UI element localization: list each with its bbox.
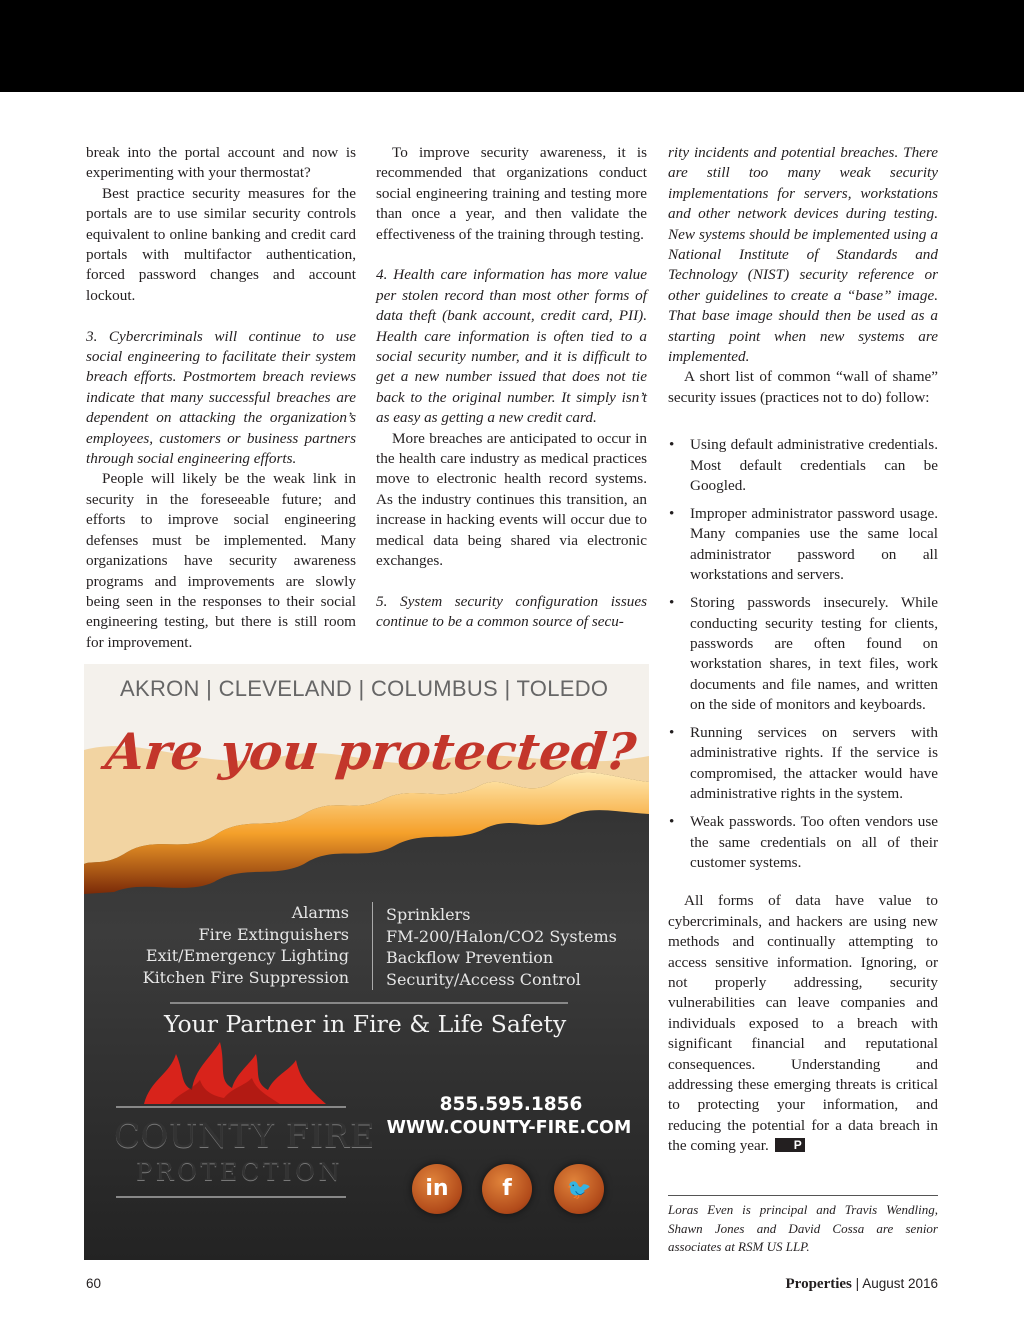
list-item: • Improper administrator password usage. Many companies use the same local administrator password on all workstations and servers. [669, 505, 938, 584]
paragraph: A short list of common “wall of shame” security issues (practices not to do) follow: [668, 368, 938, 406]
section-heading-4: 4. Health care information has more value per stolen record than most other forms of data theft (bank account, credit card, PII). Health care information is often tied to a social security number, and it is difficult to get a new number issued that does not tie back to the original number. It simply isn’t as easy as getting a new credit card. [376, 266, 647, 427]
flame-logo-icon [140, 1040, 330, 1106]
list-item: • Weak passwords. Too often vendors use the same credentials on all of their customer systems. [669, 813, 938, 871]
ad-services-right [386, 904, 617, 990]
ad-tagline: Your Partner in Fire & Life Safety [164, 1010, 567, 1038]
service-item: Exit/Emergency Lighting [145, 946, 349, 965]
ad-website-link[interactable]: WWW.COUNTY-FIRE.COM [386, 1118, 632, 1138]
ad-headline: Are you protected? [102, 722, 639, 781]
issue-date: August 2016 [862, 1276, 938, 1291]
paragraph: People will likely be the weak link in security in the foreseeable future; and efforts to improve social engineering defenses must be implemented. Many organizations have security awareness programs and improvements are slowly being seen in the responses to their social engineering testing, but there is still room for improvement. [86, 470, 356, 651]
paragraph: Best practice security measures for the portals are to use similar security controls equivalent to online banking and credit card portals with multifactor authentication, forced password changes and account lockout. [86, 184, 356, 304]
paragraph: break into the portal account and now is experimenting with your thermostat? [86, 144, 356, 182]
bullet: • [669, 594, 675, 612]
bullet: • [669, 436, 675, 454]
article-column-3 [668, 143, 938, 1157]
list-item: • Storing passwords insecurely. While conducting security testing for clients, passwords are often found on workstation shares, in text files, work documents and file names, and written on the side of monitors and keyboards. [669, 594, 938, 714]
service-item: Kitchen Fire Suppression [142, 967, 349, 987]
paragraph: To improve security awareness, it is recommended that organizations conduct social engineering training and testing more than once a year, and then validate the effectiveness of the training through testing. [376, 144, 647, 243]
service-item: Security/Access Control [386, 969, 581, 989]
service-item: Backflow Prevention [386, 948, 554, 967]
ad-phone-number[interactable]: 855.595.1856 [439, 1094, 583, 1115]
page-number: 60 [86, 1276, 102, 1291]
author-byline: Loras Even is principal and Travis Wendling, Shawn Jones and David Cossa are senior associates at RSM US LLP. [668, 1195, 938, 1257]
magazine-footer [786, 1276, 938, 1293]
ad-services-left [143, 902, 349, 988]
bullet: • [669, 724, 675, 742]
twitter-icon[interactable]: 🐦 [554, 1164, 604, 1214]
footer-separator: | [855, 1276, 860, 1291]
wall-of-shame-list [668, 435, 938, 873]
linkedin-icon[interactable]: in [412, 1164, 462, 1214]
article-column-1 [86, 143, 356, 653]
facebook-icon[interactable]: f [482, 1164, 532, 1214]
paragraph: More breaches are anticipated to occur in the health care industry as medical practices move to electronic health record systems. As the industry continues this transition, an increase in hacking events will occur due to medical data being shared via electronic exchanges. [376, 429, 647, 570]
logo-rule [116, 1196, 346, 1198]
magazine-name: Properties [785, 1276, 852, 1292]
county-fire-advertisement[interactable] [84, 664, 649, 1260]
list-item: • Running services on servers with administrative rights. If the service is compromised, the attacker would have administrative rights in the system. [669, 724, 938, 803]
end-of-article-mark: P [775, 1138, 805, 1152]
bullet: • [669, 505, 675, 522]
article-column-2 [376, 143, 647, 633]
ad-brand-name: COUNTY FIRE [114, 1116, 376, 1156]
service-item: Alarms [291, 903, 349, 922]
service-item: Sprinklers [386, 905, 471, 924]
section-heading-3: 3. Cybercriminals will continue to use social engineering to facilitate their system breach efforts. Postmortem breach reviews indicate that many successful breaches are dependent on attacking the organization’s employees, customers or business partners through social engineering efforts. [86, 327, 356, 468]
section-heading-5: 5. System security configuration issues continue to be a common source of secu- [376, 592, 647, 631]
bullet: • [669, 813, 675, 831]
ad-divider [170, 1002, 568, 1004]
service-item: Fire Extinguishers [198, 924, 349, 944]
closing-paragraph: All forms of data have value to cybercriminals, and hackers are using new methods and continually attempting to access sensitive information. Ignoring, or not properly addressing, security vulnerabilities can leave companies and individuals exposed to a breach with significant financial and reputational consequences. Understanding and addressing these emerging threats is critical to protecting your information, and reducing the potential for a data breach in the coming year. P [668, 892, 938, 1155]
list-item: • Using default administrative credentials. Most default credentials can be Googled. [669, 436, 938, 495]
ad-cities: AKRON | CLEVELAND | COLUMBUS | TOLEDO [120, 676, 609, 701]
service-item: FM-200/Halon/CO2 Systems [386, 926, 617, 946]
section-heading-5-continued: rity incidents and potential breaches. There are still too many weak security implementations for servers, workstations and other network devices during testing. New systems should be implemented using a National Institute of Standards and Technology (NIST) security reference or other guidelines to create a “base” image. That base image should then be used as a starting point when new systems are implemented. [668, 144, 938, 366]
ad-service-divider [372, 902, 373, 990]
logo-rule [116, 1106, 346, 1108]
ad-brand-subtitle: PROTECTION [136, 1158, 343, 1186]
top-black-bar [0, 0, 1024, 92]
